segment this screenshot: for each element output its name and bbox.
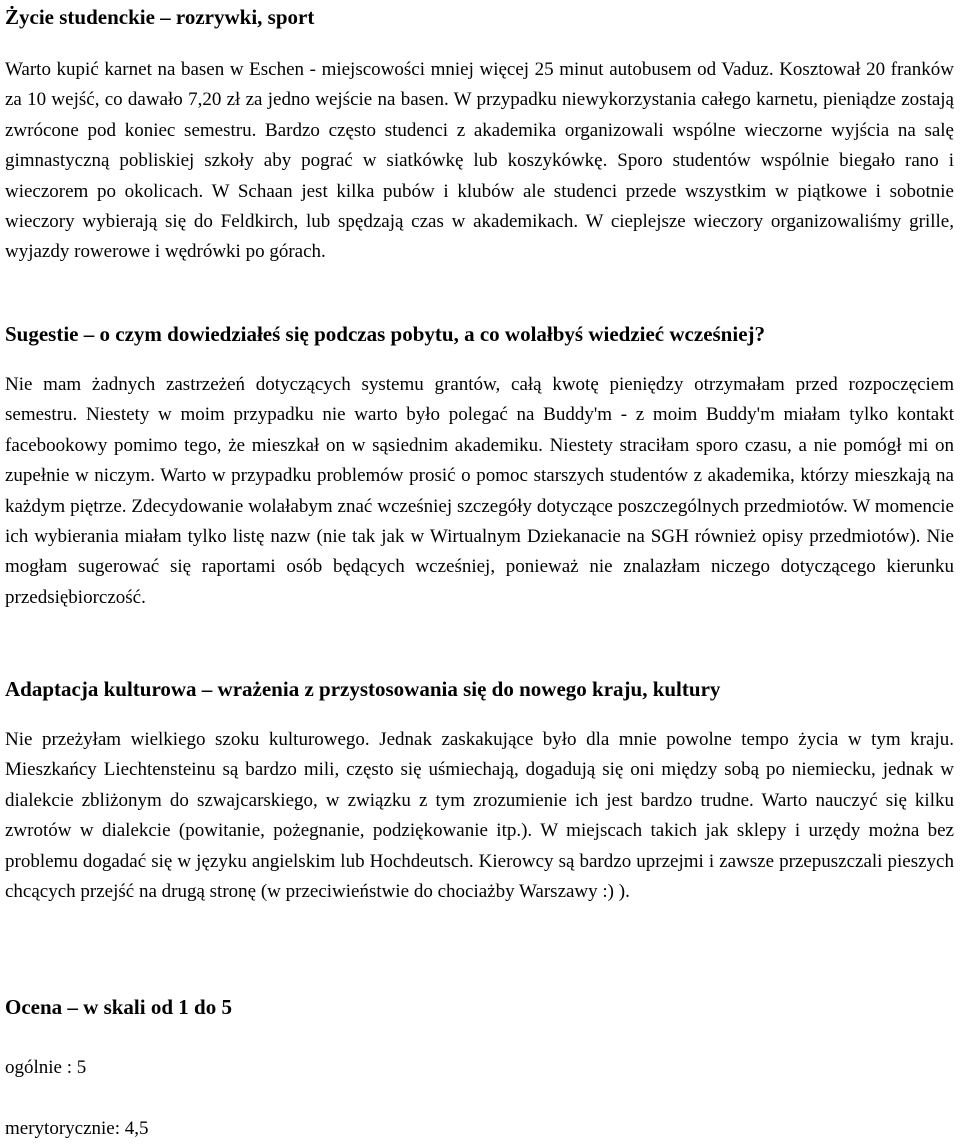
section-title-suggestions: Sugestie – o czym dowiedziałeś się podczas pobytu, a co wolałbyś wiedzieć wcześniej? bbox=[5, 322, 766, 346]
section-title-cultural-adaptation: Adaptacja kulturowa – wrażenia z przystosowania się do nowego kraju, kultury bbox=[5, 677, 721, 701]
section-title-rating: Ocena – w skali od 1 do 5 bbox=[5, 995, 232, 1019]
rating-content: merytorycznie: 4,5 bbox=[5, 1118, 149, 1139]
section-text-cultural-adaptation: Nie przeżyłam wielkiego szoku kulturowego. Jednak zaskakujące było dla mnie powolne tempo życia w tym kraju. Mieszkańcy Liechtensteinu są bardzo mili, często się uśmiechają, dogadują się oni między sobą po niemiecku, jednak w dialekcie zbliżonym do szwajcarskiego, w związku z tym zrozumienie ich jest bardzo trudne. Warto nauczyć się kilku zwrotów w dialekcie (powitanie, pożegnanie, podziękowanie itp.). W miejscach takich jak sklepy i urzędy można bez problemu dogadać się w języku angielskim lub Hochdeutsch. Kierowcy są bardzo uprzejmi i zawsze przepuszczali pieszych chcących przejść na drugą stronę (w przeciwieństwie do chociażby Warszawy :) ). bbox=[5, 729, 954, 903]
section-text-student-life: Warto kupić karnet na basen w Eschen - miejscowości mniej więcej 25 minut autobusem od Vaduz. Kosztował 20 franków za 10 wejść, co dawało 7,20 zł za jedno wejście na basen. W przypadku niewykorzystania całego karnetu, pieniądze zostają zwrócone pod koniec semestru. Bardzo często studenci z akademika organizowali wspólne wieczorne wyjścia na salę gimnastyczną pobliskiej szkoły aby pograć w siatkówkę lub koszykówkę. Sporo studentów wspólnie biegało rano i wieczorem po okolicach. W Schaan jest kilka pubów i klubów ale studenci przede wszystkim w piątkowe i sobotnie wieczory wybierają się do Feldkirch, lub spędzają czas w akademikach. W cieplejsze wieczory organizowaliśmy grille, wyjazdy rowerowe i wędrówki po górach. bbox=[5, 59, 954, 263]
rating-overall: ogólnie : 5 bbox=[5, 1057, 87, 1078]
section-title-student-life: Życie studenckie – rozrywki, sport bbox=[5, 5, 315, 29]
section-text-suggestions: Nie mam żadnych zastrzeżeń dotyczących systemu grantów, całą kwotę pieniędzy otrzymałam przed rozpoczęciem semestru. Niestety w moim przypadku nie warto było polegać na Buddy'm - z moim Buddy'm miałam tylko kontakt facebookowy pomimo tego, że mieszkał on w sąsiednim akademiku. Niestety straciłam sporo czasu, a nie pomógł mi on zupełnie w niczym. Warto w przypadku problemów prosić o pomoc starszych studentów z akademika, którzy mieszkają na każdym piętrze. Zdecydowanie wolałabym znać wcześniej szczegóły dotyczące poszczególnych przedmiotów. W momencie ich wybierania miałam tylko listę nazw (nie tak jak w Wirtualnym Dziekanacie na SGH również opisy przedmiotów). Nie mogłam sugerować się raportami osób będących wcześniej, ponieważ nie znalazłam niczego dotyczącego kierunku przedsiębiorczość. bbox=[5, 374, 954, 608]
